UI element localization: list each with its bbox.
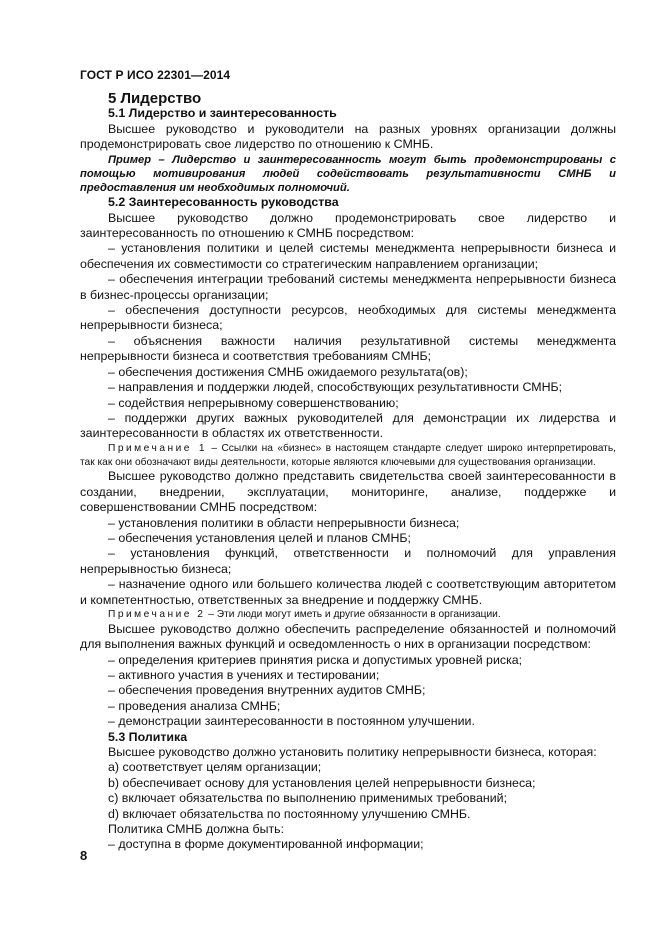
bullet-list <box>80 241 616 441</box>
note-label: Примечание 1 <box>108 442 208 454</box>
note-label: Примечание 2 <box>108 608 206 620</box>
subsection-heading: 5.3 Политика <box>108 729 188 744</box>
note-2 <box>80 608 616 622</box>
list-item: – демонстрации заинтересованности в постоянном улучшении. <box>108 714 475 729</box>
list-item: – определения критериев принятия риска и допустимых уровней риска; <box>108 652 523 667</box>
list-item: a) соответствует целям организации; <box>108 760 322 775</box>
list-item: – назначение одного или большего количества людей с соответствующим авторитетом и компетентностью, ответственных за внедрение и поддержку СМНБ. <box>80 577 616 607</box>
paragraph: Политика СМНБ должна быть: <box>108 822 285 837</box>
list-item: – обеспечения установления целей и планов СМНБ; <box>108 530 411 545</box>
bullet-list <box>80 653 616 730</box>
list-item: – активного участия в учениях и тестировании; <box>108 668 380 682</box>
subsection-heading: 5.2 Заинтересованность руководства <box>108 195 339 210</box>
lettered-list <box>80 760 616 822</box>
document-header: ГОСТ Р ИСО 22301—2014 <box>80 68 231 82</box>
note-text: – Ссылки на «бизнес» в настоящем стандарте следует широко интерпретировать, так как они обозначают виды деятельности, которые являются ключевыми для существования организации. <box>80 442 616 468</box>
note-text: – Эти люди могут иметь и другие обязанности в организации. <box>205 608 501 620</box>
list-item: – установления политики и целей системы менеджмента непрерывности бизнеса и обеспечения их совместимости со стратегическим направлением организации; <box>80 241 616 271</box>
paragraph: Высшее руководство должно продемонстрировать свое лидерство и заинтересованность по отношению к СМНБ посредством: <box>80 210 616 241</box>
list-item: – содействия непрерывному совершенствованию; <box>108 395 399 410</box>
note-1 <box>80 442 616 470</box>
list-item: c) включает обязательства по выполнению применимых требований; <box>108 791 508 806</box>
list-item: – доступна в форме документированной информации; <box>108 837 424 852</box>
list-item: b) обеспечивает основу для установления целей непрерывности бизнеса; <box>108 775 536 790</box>
list-item: – обеспечения интеграции требований системы менеджмента непрерывности бизнеса в бизнес-процессы организации; <box>80 272 616 302</box>
list-item: – проведения анализа СМНБ; <box>108 698 281 713</box>
list-item: – установления политики в области непрерывности бизнеса; <box>108 515 460 530</box>
list-item: – обеспечения достижения СМНБ ожидаемого результата(ов); <box>108 364 468 379</box>
bullet-list <box>80 516 616 608</box>
section-heading: 5 Лидерство <box>108 90 202 107</box>
list-item: – установления функций, ответственности и полномочий для управления непрерывностью бизнеса; <box>80 546 616 576</box>
paragraph: Высшее руководство и руководители на разных уровнях организации должны продемонстрировать свое лидерство по отношению к СМНБ. <box>80 121 616 152</box>
list-item: – поддержки других важных руководителей для демонстрации их лидерства и заинтересованности в областях их ответственности. <box>80 410 616 441</box>
paragraph: Высшее руководство должно обеспечить распределение обязанностей и полномочий для выполнения важных функций и осведомленность о них в организации посредством: <box>80 621 616 652</box>
page-content <box>80 91 616 853</box>
subsection-heading: 5.1 Лидерство и заинтересованность <box>108 106 337 121</box>
page-number: 8 <box>80 848 88 863</box>
list-item: – обеспечения проведения внутренних аудитов СМНБ; <box>108 683 426 698</box>
list-item: – объяснения важности наличия результативной системы менеджмента непрерывности бизнеса и соответствия требованиям СМНБ; <box>80 333 616 364</box>
list-item: – направления и поддержки людей, способствующих результативности СМНБ; <box>108 380 563 395</box>
example-paragraph: Пример – Лидерство и заинтересованность могут быть продемонстрированы с помощью мотивирования людей содействовать результативности СМНБ и предоставления им необходимых полномочий. <box>80 153 616 195</box>
list-item: – обеспечения доступности ресурсов, необходимых для системы менеджмента непрерывности бизнеса; <box>80 303 616 333</box>
list-item: d) включает обязательства по постоянному улучшению СМНБ. <box>108 806 471 821</box>
paragraph: Высшее руководство должно установить политику непрерывности бизнеса, которая: <box>108 745 597 760</box>
paragraph: Высшее руководство должно представить свидетельства своей заинтересованности в создании, внедрении, эксплуатации, мониторинге, анализе, поддержке и совершенствовании СМНБ посредством: <box>80 469 616 515</box>
